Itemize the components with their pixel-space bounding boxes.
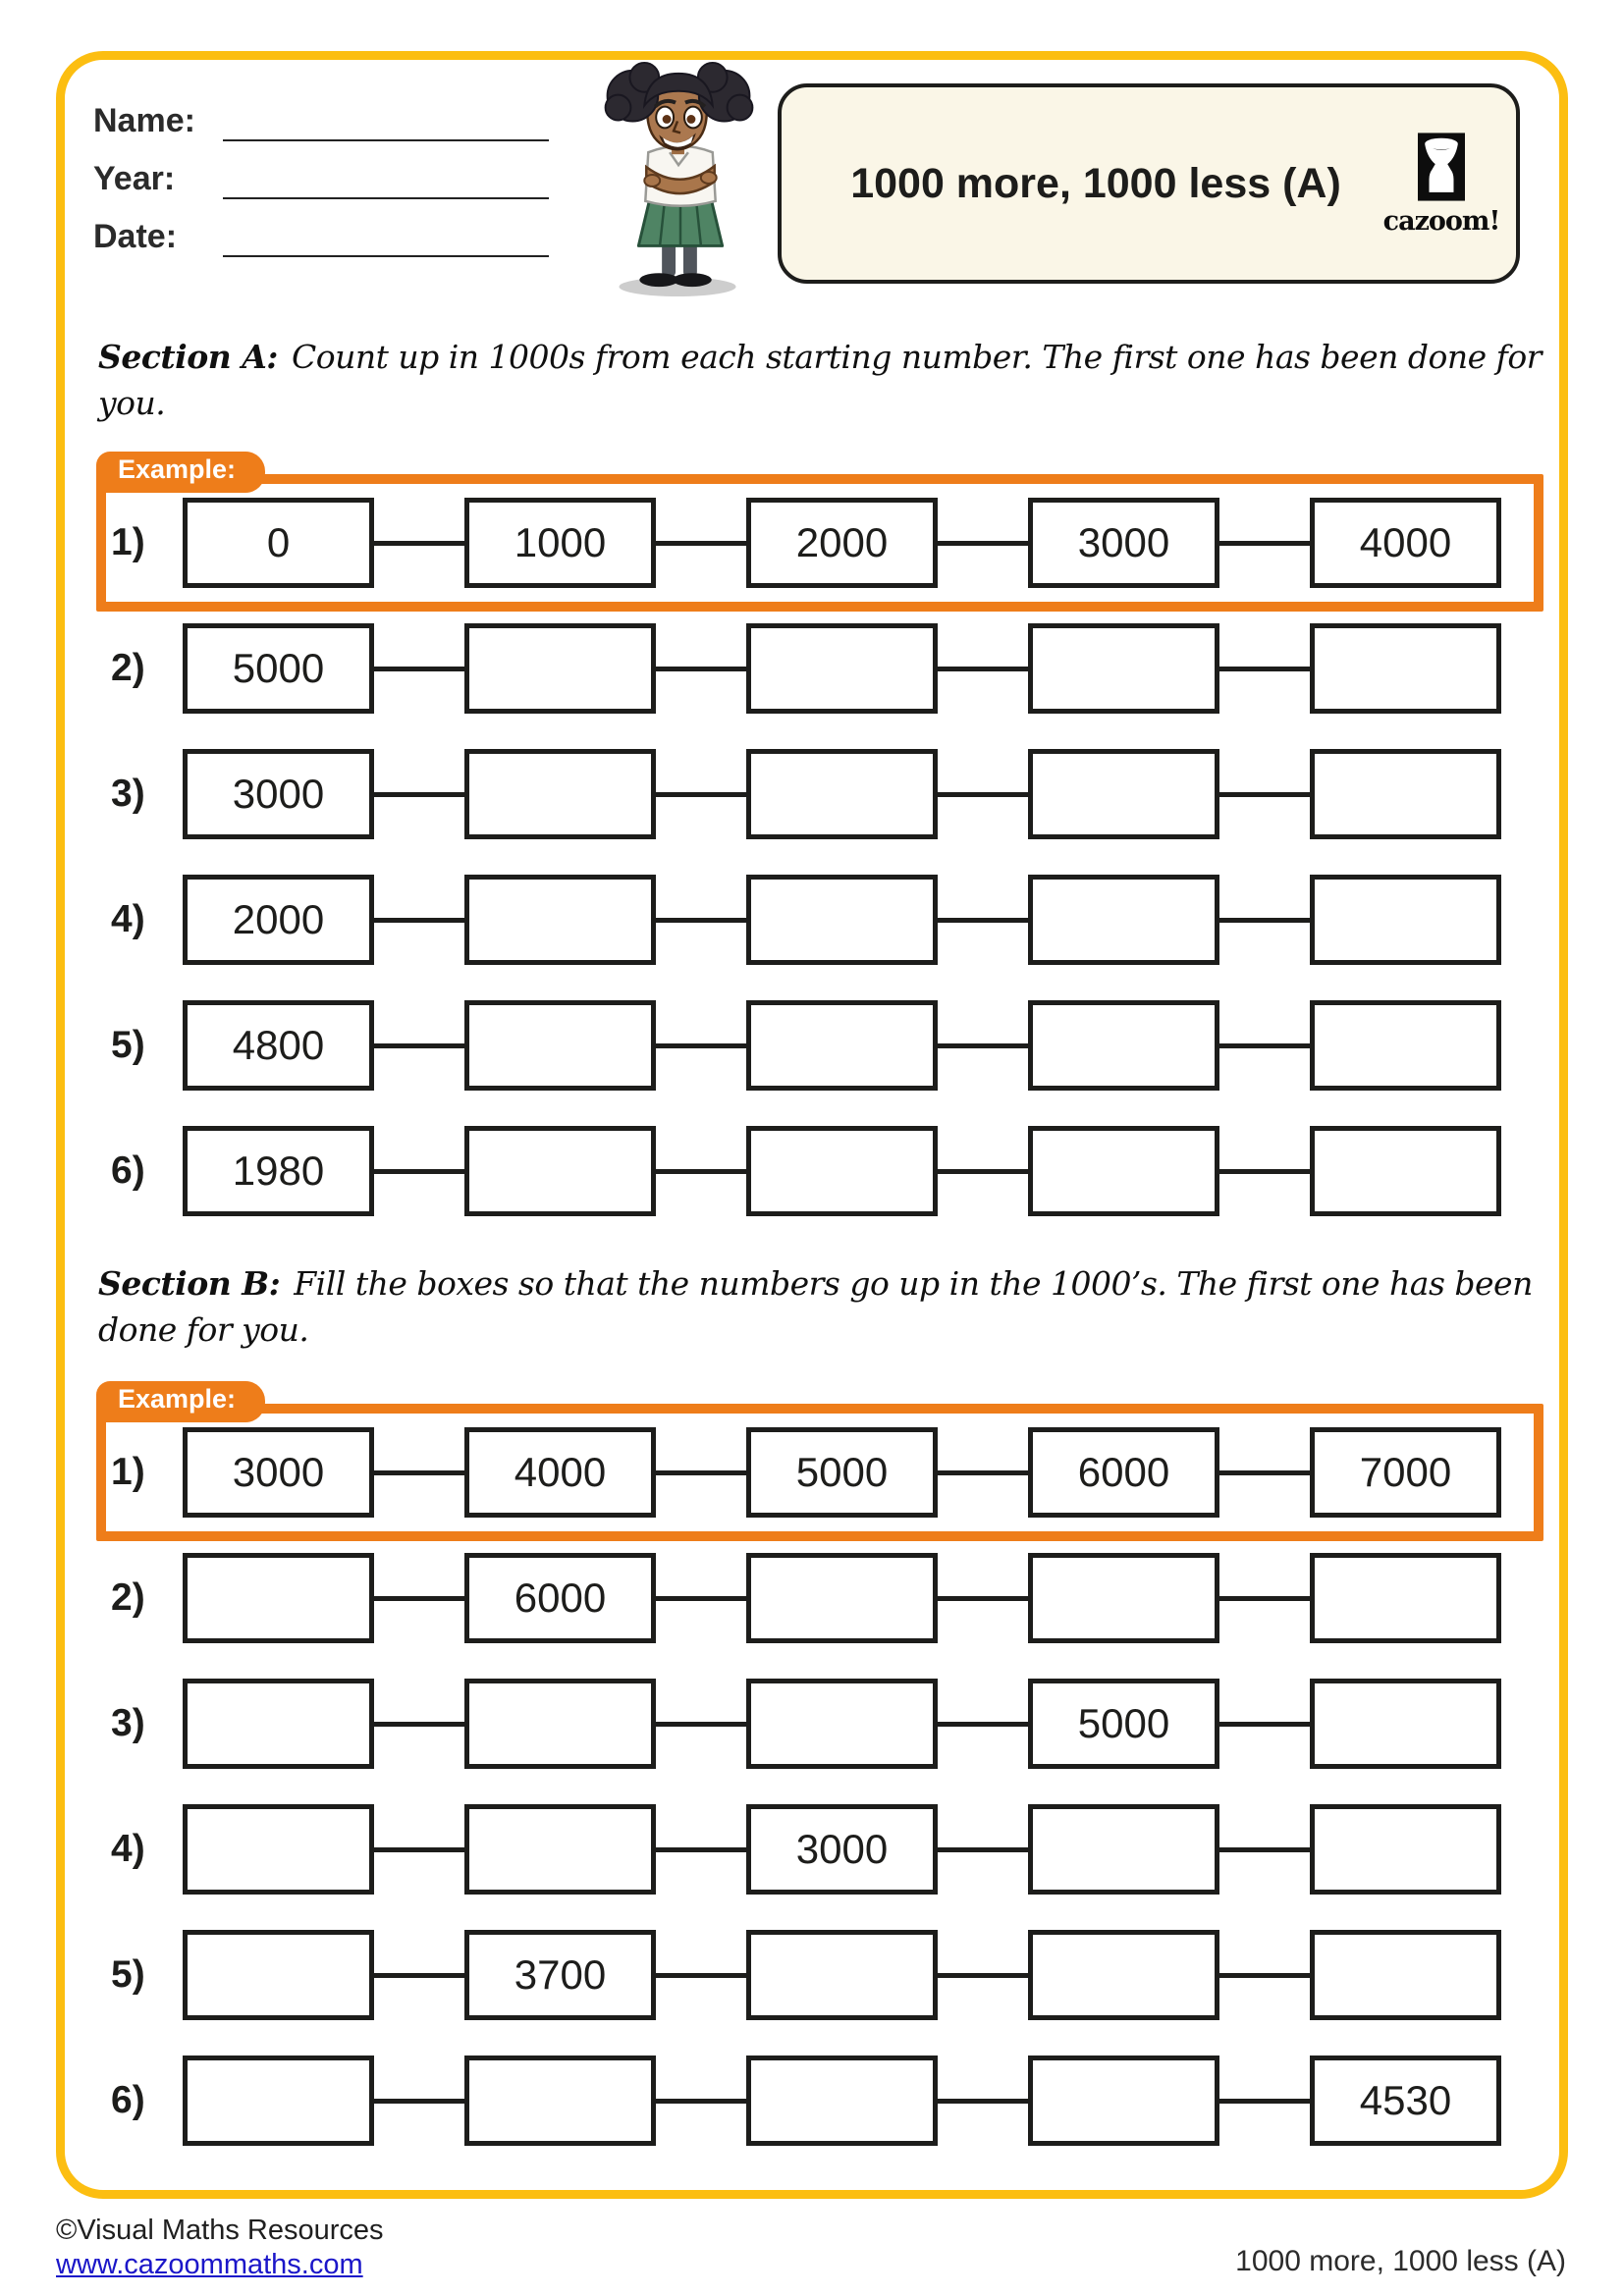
connector-line [656,792,746,797]
number-box-filled: 3000 [183,749,374,839]
section-b-instruction: Fill the boxes so that the numbers go up in the 1000’s. The first one has been done for you. [98,1264,1533,1349]
connector-line [374,1596,464,1601]
connector-line [656,1722,746,1727]
connector-line [656,918,746,923]
number-box-filled: 7000 [1310,1427,1501,1518]
number-box-empty[interactable] [1028,1000,1219,1091]
connector-line [1219,541,1310,546]
cazoom-logo-text: cazoom! [1382,206,1500,237]
connector-line [1219,1169,1310,1174]
number-box-empty[interactable] [1310,1553,1501,1643]
number-box-empty[interactable] [183,1930,374,2020]
date-field-row [93,218,555,276]
number-box-filled: 3700 [464,1930,656,2020]
connector-line [1219,792,1310,797]
connector-line [938,1973,1028,1978]
number-box-empty[interactable] [746,1126,938,1216]
connector-line [938,541,1028,546]
worksheet-name-footer: 1000 more, 1000 less (A) [1235,2245,1566,2277]
year-field-row [93,160,555,218]
connector-line [656,1043,746,1048]
number-box-empty[interactable] [746,875,938,965]
section-a-row-4 [111,875,1501,965]
number-box-empty[interactable] [464,1126,656,1216]
number-box-filled: 5000 [1028,1679,1219,1769]
number-box-empty[interactable] [1310,1679,1501,1769]
connector-line [938,1596,1028,1601]
number-box-empty[interactable] [1310,875,1501,965]
number-box-empty[interactable] [464,1000,656,1091]
row-number: 3) [111,1702,145,1744]
number-box-empty[interactable] [746,749,938,839]
connector-line [374,1722,464,1727]
number-box-empty[interactable] [746,1553,938,1643]
row-number: 3) [111,773,145,815]
number-box-empty[interactable] [464,749,656,839]
cazoom-logo [1382,133,1500,237]
connector-line [1219,1596,1310,1601]
section-b-example-badge: Example: [96,1381,265,1422]
number-box-empty[interactable] [746,1000,938,1091]
number-box-filled: 3000 [183,1427,374,1518]
row-number: 1) [111,521,145,563]
section-a-row-3 [111,749,1501,839]
connector-line [938,1722,1028,1727]
connector-line [1219,1847,1310,1852]
connector-line [656,1847,746,1852]
section-a-example-badge: Example: [96,452,265,493]
number-box-empty[interactable] [746,2056,938,2146]
section-b-row-3 [111,1679,1501,1769]
connector-line [656,2099,746,2104]
number-box-filled: 5000 [746,1427,938,1518]
number-box-filled: 4800 [183,1000,374,1091]
row-number: 2) [111,1576,145,1619]
connector-line [938,2099,1028,2104]
connector-line [374,541,464,546]
number-box-filled: 6000 [1028,1427,1219,1518]
section-a-row-1 [111,498,1501,588]
section-b-row-5 [111,1930,1501,2020]
number-box-empty[interactable] [183,1553,374,1643]
number-box-empty[interactable] [746,1679,938,1769]
year-label: Year: [93,160,176,197]
connector-line [938,792,1028,797]
number-box-empty[interactable] [1310,1126,1501,1216]
section-b-name: Section B: [98,1264,281,1303]
number-box-empty[interactable] [183,2056,374,2146]
connector-line [656,1973,746,1978]
section-a-instruction: Count up in 1000s from each starting number. The first one has been done for you. [98,338,1542,422]
name-input-line[interactable] [223,104,549,141]
section-a-name: Section A: [98,338,278,376]
connector-line [938,918,1028,923]
section-a-row-6 [111,1126,1501,1216]
student-id-fields [93,102,555,276]
number-box-empty[interactable] [1028,875,1219,965]
number-box-filled: 4000 [1310,498,1501,588]
number-box-empty[interactable] [1310,1000,1501,1091]
name-field-row [93,102,555,160]
row-number: 1) [111,1451,145,1493]
row-number: 4) [111,898,145,940]
section-b-row-2 [111,1553,1501,1643]
number-box-empty[interactable] [183,1804,374,1895]
djembe-drum-icon [1418,133,1465,201]
number-box-empty[interactable] [1028,1553,1219,1643]
number-box-empty[interactable] [746,1930,938,2020]
connector-line [1219,1043,1310,1048]
number-box-empty[interactable] [1028,623,1219,714]
connector-line [656,541,746,546]
year-input-line[interactable] [223,162,549,199]
worksheet-title-box [778,83,1520,284]
number-box-filled: 4530 [1310,2056,1501,2146]
connector-line [656,1596,746,1601]
number-box-filled: 0 [183,498,374,588]
number-box-empty[interactable] [746,623,938,714]
connector-line [374,1169,464,1174]
connector-line [374,1973,464,1978]
number-box-empty[interactable] [1028,749,1219,839]
cazoommaths-link[interactable]: www.cazoommaths.com [56,2249,363,2280]
connector-line [374,667,464,671]
number-box-empty[interactable] [464,623,656,714]
number-box-filled: 1980 [183,1126,374,1216]
connector-line [938,667,1028,671]
section-b-row-1 [111,1427,1501,1518]
date-label: Date: [93,218,178,255]
connector-line [656,667,746,671]
connector-line [374,1470,464,1475]
number-box-filled: 3000 [746,1804,938,1895]
connector-line [1219,1722,1310,1727]
row-number: 6) [111,1149,145,1192]
number-box-empty[interactable] [464,1679,656,1769]
connector-line [656,1470,746,1475]
number-box-filled: 4000 [464,1427,656,1518]
row-number: 2) [111,647,145,689]
number-box-empty[interactable] [183,1679,374,1769]
connector-line [938,1169,1028,1174]
section-a-row-5 [111,1000,1501,1091]
connector-line [374,918,464,923]
number-box-empty[interactable] [1310,1930,1501,2020]
number-box-empty[interactable] [1028,1930,1219,2020]
connector-line [374,1847,464,1852]
connector-line [374,1043,464,1048]
number-box-empty[interactable] [1028,2056,1219,2146]
number-box-filled: 1000 [464,498,656,588]
connector-line [1219,918,1310,923]
number-box-empty[interactable] [1310,623,1501,714]
worksheet-title: 1000 more, 1000 less (A) [850,159,1341,207]
section-b-row-6 [111,2056,1501,2146]
section-b-row-4 [111,1804,1501,1895]
number-box-empty[interactable] [464,875,656,965]
row-number: 5) [111,1953,145,1996]
section-a-heading [98,334,1571,426]
number-box-empty[interactable] [1310,1804,1501,1895]
date-input-line[interactable] [223,220,549,257]
connector-line [374,2099,464,2104]
number-box-filled: 2000 [183,875,374,965]
name-label: Name: [93,102,195,139]
number-box-empty[interactable] [1028,1126,1219,1216]
number-box-empty[interactable] [1310,749,1501,839]
connector-line [1219,667,1310,671]
connector-line [1219,1973,1310,1978]
number-box-empty[interactable] [464,1804,656,1895]
connector-line [374,792,464,797]
connector-line [938,1470,1028,1475]
number-box-empty[interactable] [464,2056,656,2146]
connector-line [938,1847,1028,1852]
connector-line [1219,1470,1310,1475]
row-number: 4) [111,1828,145,1870]
copyright-text: ©Visual Maths Resources [56,2215,384,2246]
number-box-filled: 2000 [746,498,938,588]
schoolgirl-illustration [587,55,774,298]
number-box-empty[interactable] [1028,1804,1219,1895]
number-box-filled: 3000 [1028,498,1219,588]
row-number: 6) [111,2079,145,2121]
connector-line [1219,2099,1310,2104]
section-a-row-2 [111,623,1501,714]
section-b-heading [98,1260,1571,1353]
connector-line [938,1043,1028,1048]
connector-line [656,1169,746,1174]
number-box-filled: 6000 [464,1553,656,1643]
number-box-filled: 5000 [183,623,374,714]
row-number: 5) [111,1024,145,1066]
